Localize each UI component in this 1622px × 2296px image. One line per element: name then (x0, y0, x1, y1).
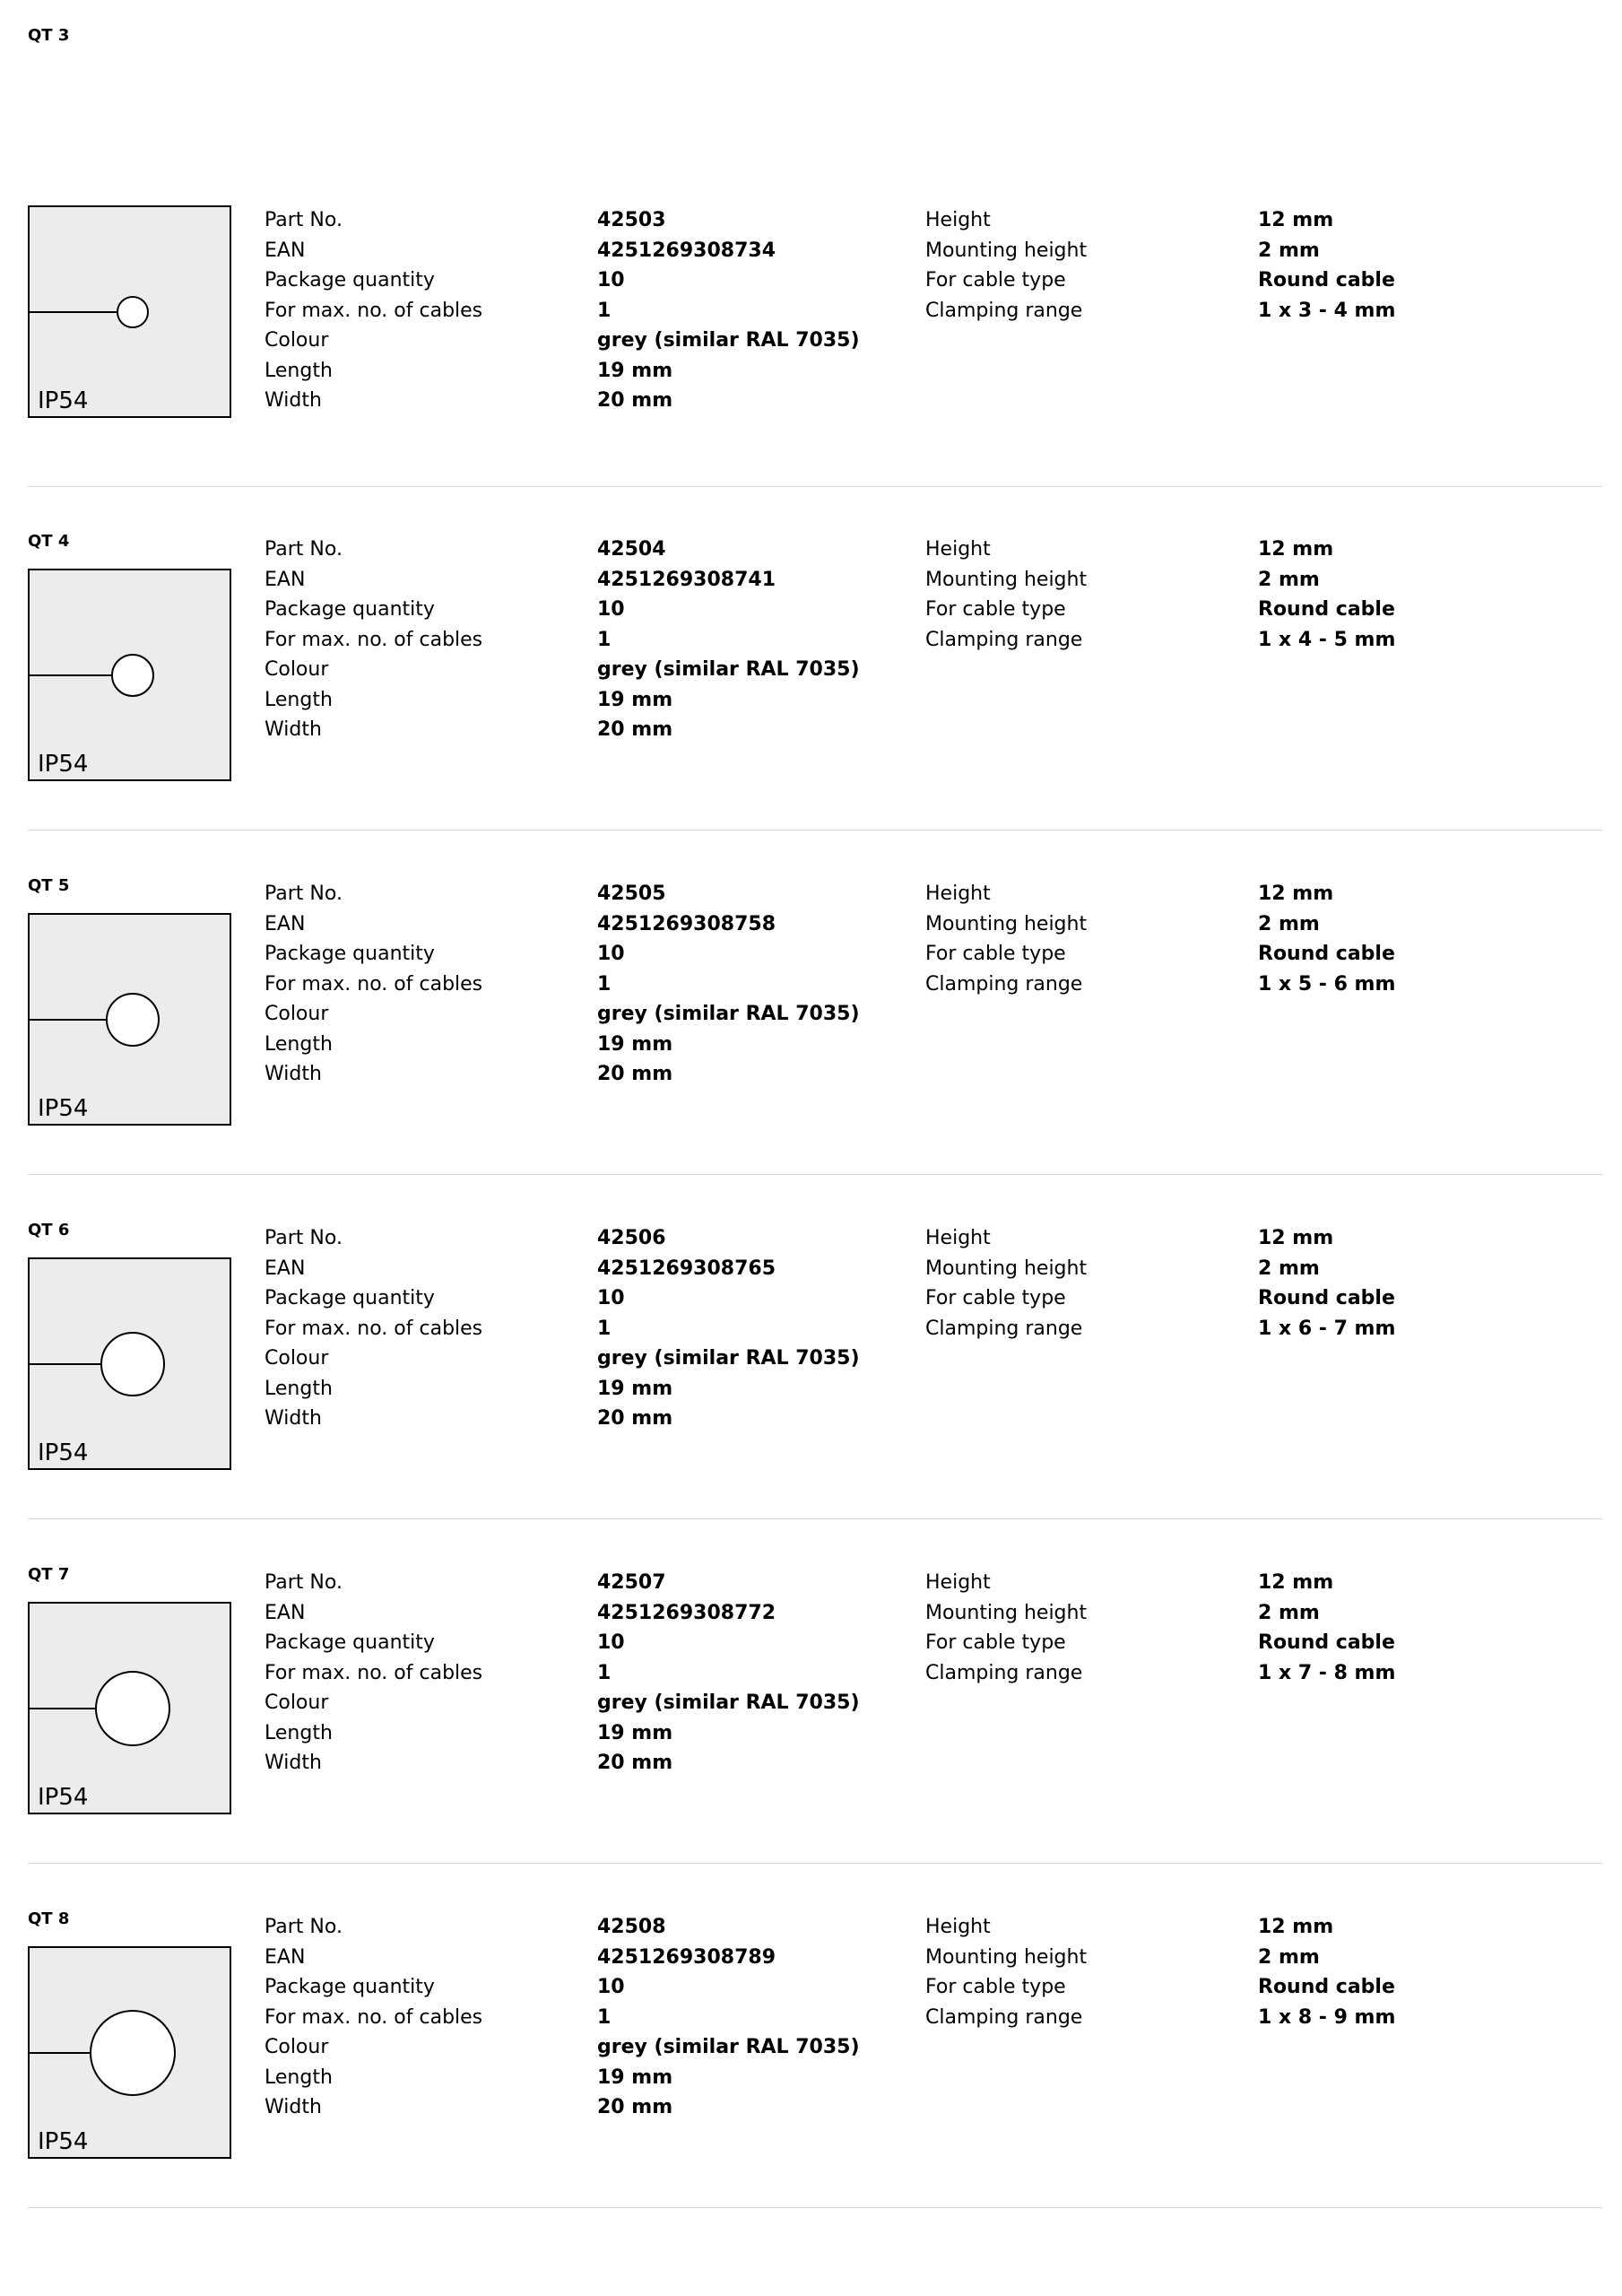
spec-labels-right (925, 205, 1087, 326)
spec-value: Round cable (1258, 269, 1395, 291)
protection-rating: IP54 (38, 2128, 89, 2155)
spec-value: 2 mm (1258, 1257, 1320, 1280)
spec-value: 42503 (597, 209, 666, 231)
spec-label: Height (925, 209, 991, 231)
spec-label: Height (925, 1227, 991, 1249)
spec-value: 42504 (597, 538, 666, 561)
spec-value: Round cable (1258, 1287, 1395, 1309)
spec-value: 19 mm (597, 688, 673, 711)
spec-value: 4251269308789 (597, 1945, 776, 1969)
spec-label: Length (265, 688, 333, 711)
spec-value: 10 (597, 269, 625, 291)
spec-label: Package quantity (265, 1631, 435, 1654)
spec-labels-left (265, 879, 482, 1090)
spec-label: For max. no. of cables (265, 972, 483, 996)
spec-value: grey (similar RAL 7035) (597, 658, 860, 681)
spec-label: Length (265, 1721, 333, 1744)
spec-value: 20 mm (597, 389, 673, 412)
spec-values-right (1258, 535, 1395, 655)
spec-value: grey (similar RAL 7035) (597, 1692, 860, 1714)
divider (28, 486, 1602, 487)
spec-label: Clamping range (925, 628, 1083, 651)
spec-value: 10 (597, 1631, 625, 1654)
spec-value: 20 mm (597, 718, 673, 741)
spec-label: Part No. (265, 883, 343, 905)
spec-label: Mounting height (925, 1257, 1088, 1280)
spec-value: 2 mm (1258, 912, 1320, 935)
spec-value: 10 (597, 1976, 625, 1998)
spec-value: 19 mm (597, 359, 673, 382)
spec-labels-right (925, 879, 1087, 999)
divider (28, 1518, 1602, 1519)
spec-value: 42505 (597, 883, 666, 905)
protection-rating: IP54 (38, 751, 89, 778)
spec-label: Width (265, 1752, 322, 1774)
spec-labels-right (925, 535, 1087, 655)
spec-label: EAN (265, 239, 306, 262)
spec-value: 10 (597, 943, 625, 965)
cable-grommet-thumbnail (28, 205, 231, 418)
product-title: QT 8 (28, 1909, 70, 1928)
spec-label: Package quantity (265, 943, 435, 965)
spec-values-left (597, 535, 860, 745)
spec-label: Clamping range (925, 2005, 1083, 2029)
spec-value: 2 mm (1258, 239, 1320, 262)
product-title: QT 7 (28, 1565, 70, 1584)
spec-value: 12 mm (1258, 1916, 1334, 1938)
spec-label: Length (265, 1032, 333, 1056)
spec-label: Mounting height (925, 1601, 1088, 1624)
spec-label: For cable type (925, 1976, 1066, 1998)
spec-value: 12 mm (1258, 538, 1334, 561)
spec-labels-left (265, 1568, 482, 1779)
spec-label: Colour (265, 1347, 329, 1370)
spec-value: 2 mm (1258, 1945, 1320, 1969)
spec-label: Length (265, 2066, 333, 2089)
spec-label: Width (265, 718, 322, 741)
spec-label: Colour (265, 1003, 329, 1025)
spec-value: 1 (597, 299, 612, 322)
spec-values-left (597, 205, 860, 416)
spec-value: Round cable (1258, 598, 1395, 621)
spec-label: Part No. (265, 1227, 343, 1249)
spec-value: 19 mm (597, 2066, 673, 2089)
divider (28, 1863, 1602, 1864)
spec-values-right (1258, 205, 1395, 326)
spec-label: Mounting height (925, 912, 1088, 935)
spec-label: Height (925, 883, 991, 905)
spec-label: Package quantity (265, 598, 435, 621)
spec-value: 2 mm (1258, 1601, 1320, 1624)
cable-hole (96, 1672, 169, 1745)
spec-label: Clamping range (925, 1317, 1083, 1340)
protection-rating: IP54 (38, 387, 89, 414)
spec-values-left (597, 1568, 860, 1779)
spec-value: 20 mm (597, 1752, 673, 1774)
spec-value: 1 x 4 - 5 mm (1258, 628, 1396, 651)
spec-value: 12 mm (1258, 1571, 1334, 1594)
spec-value: 4251269308741 (597, 568, 776, 591)
spec-label: For max. no. of cables (265, 299, 483, 322)
cable-hole (117, 297, 148, 327)
spec-labels-left (265, 1912, 482, 2123)
spec-label: Part No. (265, 1916, 343, 1938)
spec-values-right (1258, 879, 1395, 999)
spec-value: grey (similar RAL 7035) (597, 2036, 860, 2058)
divider (28, 830, 1602, 831)
spec-label: Width (265, 2096, 322, 2118)
spec-label: For max. no. of cables (265, 2005, 483, 2029)
spec-label: EAN (265, 912, 306, 935)
spec-value: 1 (597, 628, 612, 651)
spec-label: Colour (265, 329, 329, 352)
product-title: QT 4 (28, 532, 70, 551)
spec-label: EAN (265, 1601, 306, 1624)
spec-label: Package quantity (265, 269, 435, 291)
spec-value: 12 mm (1258, 1227, 1334, 1249)
cable-grommet-thumbnail (28, 913, 231, 1126)
divider (28, 2207, 1602, 2208)
spec-value: 4251269308765 (597, 1257, 776, 1280)
spec-labels-right (925, 1568, 1087, 1688)
spec-value: 2 mm (1258, 568, 1320, 591)
spec-label: For cable type (925, 1287, 1066, 1309)
spec-label: Colour (265, 658, 329, 681)
spec-value: 10 (597, 598, 625, 621)
spec-value: 42506 (597, 1227, 666, 1249)
spec-values-left (597, 1912, 860, 2123)
cable-grommet-thumbnail (28, 1257, 231, 1470)
spec-labels-right (925, 1912, 1087, 2032)
spec-value: 20 mm (597, 1063, 673, 1085)
spec-value: grey (similar RAL 7035) (597, 1347, 860, 1370)
spec-label: Mounting height (925, 1945, 1088, 1969)
product-title: QT 3 (28, 26, 70, 45)
spec-values-left (597, 879, 860, 1090)
spec-value: Round cable (1258, 943, 1395, 965)
spec-label: For cable type (925, 598, 1066, 621)
spec-label: Length (265, 359, 333, 382)
spec-label: Length (265, 1377, 333, 1400)
spec-label: Mounting height (925, 239, 1088, 262)
spec-label: Width (265, 389, 322, 412)
spec-label: Width (265, 1063, 322, 1085)
spec-value: 42507 (597, 1571, 666, 1594)
divider (28, 1174, 1602, 1175)
spec-value: 42508 (597, 1916, 666, 1938)
spec-label: Width (265, 1407, 322, 1430)
cable-hole (101, 1333, 164, 1396)
spec-label: For cable type (925, 269, 1066, 291)
spec-value: 12 mm (1258, 883, 1334, 905)
spec-values-right (1258, 1223, 1395, 1344)
spec-value: 19 mm (597, 1377, 673, 1400)
spec-label: Part No. (265, 1571, 343, 1594)
cable-grommet-thumbnail (28, 1602, 231, 1814)
spec-label: For cable type (925, 943, 1066, 965)
spec-label: Part No. (265, 209, 343, 231)
spec-label: EAN (265, 568, 306, 591)
spec-values-right (1258, 1912, 1395, 2032)
spec-value: Round cable (1258, 1976, 1395, 1998)
spec-value: 1 (597, 1317, 612, 1340)
spec-label: Clamping range (925, 1661, 1083, 1684)
spec-label: Height (925, 1916, 991, 1938)
spec-label: Colour (265, 1692, 329, 1714)
spec-value: 1 x 7 - 8 mm (1258, 1661, 1396, 1684)
cable-hole (91, 2011, 175, 2095)
spec-values-right (1258, 1568, 1395, 1688)
spec-value: 4251269308758 (597, 912, 776, 935)
spec-labels-left (265, 205, 482, 416)
spec-label: For max. no. of cables (265, 628, 483, 651)
spec-label: Clamping range (925, 299, 1083, 322)
spec-value: 1 (597, 1661, 612, 1684)
spec-label: For cable type (925, 1631, 1066, 1654)
spec-label: Height (925, 1571, 991, 1594)
spec-value: grey (similar RAL 7035) (597, 1003, 860, 1025)
spec-value: grey (similar RAL 7035) (597, 329, 860, 352)
product-title: QT 5 (28, 876, 70, 895)
spec-label: Part No. (265, 538, 343, 561)
product-title: QT 6 (28, 1221, 70, 1239)
spec-label: Package quantity (265, 1287, 435, 1309)
spec-value: 19 mm (597, 1032, 673, 1056)
spec-label: EAN (265, 1257, 306, 1280)
spec-value: 1 x 3 - 4 mm (1258, 299, 1396, 322)
spec-label: EAN (265, 1945, 306, 1969)
spec-value: 1 (597, 2005, 612, 2029)
spec-value: 19 mm (597, 1721, 673, 1744)
spec-label: Mounting height (925, 568, 1088, 591)
spec-label: For max. no. of cables (265, 1317, 483, 1340)
protection-rating: IP54 (38, 1784, 89, 1811)
protection-rating: IP54 (38, 1095, 89, 1122)
spec-value: 4251269308734 (597, 239, 776, 262)
spec-values-left (597, 1223, 860, 1434)
spec-label: Clamping range (925, 972, 1083, 996)
spec-value: 1 x 5 - 6 mm (1258, 972, 1396, 996)
spec-value: 4251269308772 (597, 1601, 776, 1624)
spec-label: For max. no. of cables (265, 1661, 483, 1684)
cable-grommet-thumbnail (28, 1946, 231, 2159)
cable-grommet-thumbnail (28, 569, 231, 781)
spec-value: 20 mm (597, 2096, 673, 2118)
spec-label: Package quantity (265, 1976, 435, 1998)
cable-hole (107, 994, 159, 1046)
spec-label: Height (925, 538, 991, 561)
spec-labels-left (265, 1223, 482, 1434)
cable-hole (112, 655, 153, 696)
spec-labels-right (925, 1223, 1087, 1344)
spec-label: Colour (265, 2036, 329, 2058)
spec-value: Round cable (1258, 1631, 1395, 1654)
spec-labels-left (265, 535, 482, 745)
protection-rating: IP54 (38, 1439, 89, 1466)
spec-value: 12 mm (1258, 209, 1334, 231)
spec-value: 1 x 6 - 7 mm (1258, 1317, 1396, 1340)
spec-value: 1 x 8 - 9 mm (1258, 2005, 1396, 2029)
spec-value: 1 (597, 972, 612, 996)
spec-value: 10 (597, 1287, 625, 1309)
spec-value: 20 mm (597, 1407, 673, 1430)
